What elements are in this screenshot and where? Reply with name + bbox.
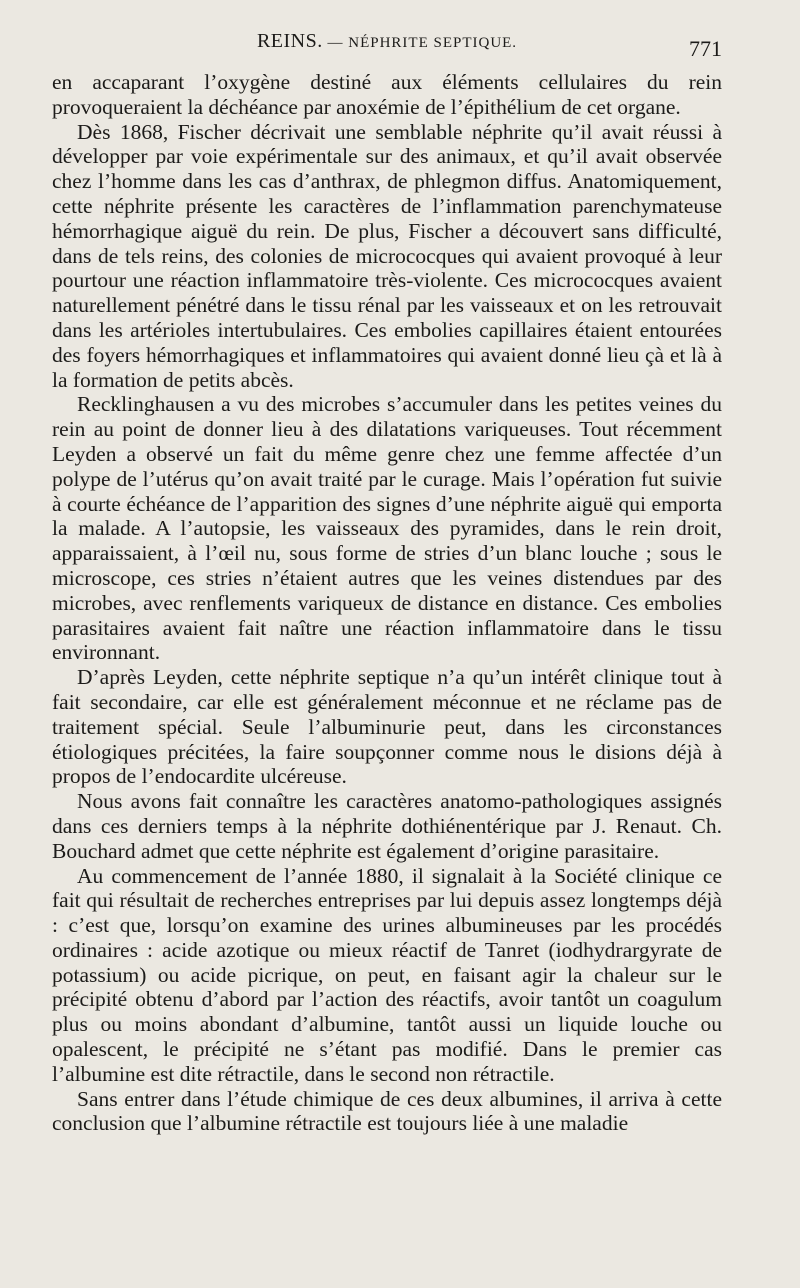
paragraph-recklinghausen: Recklinghausen a vu des microbes s’accumuler dans les petites veines du rein au point de donner lieu à des dilatations variqueuses. Tout récemment Leyden a observé un fait du même genre chez une femme affectée d’un polype de l’utérus qu’on avait traité par le curage. Mais l’opération fut suivie à courte échéance de l’apparition des signes d’une néphrite aiguë qui emporta la malade. A l’autopsie, les vaisseaux des pyramides, dans le rein droit, apparaissaient, à l’œil nu, sous forme de stries d’un blanc louche ; sous le microscope, ces stries n’étaient autres que les veines distendues par des microbes, avec renflements variqueux de distance en distance. Ces embolies parasitaires avaient fait naître une réaction inflammatoire dans le tissu environnant.: [52, 392, 722, 665]
page-number: 771: [689, 36, 722, 61]
running-header: [52, 30, 722, 66]
running-head-dash: —: [322, 35, 349, 51]
body-text: [52, 70, 722, 1136]
running-head-subtitle: NÉPHRITE SEPTIQUE.: [348, 35, 518, 51]
paragraph-fischer: Dès 1868, Fischer décrivait une semblable néphrite qu’il avait réussi à développer par voie expérimentale sur des animaux, et qu’il avait observée chez l’homme dans les cas d’anthrax, de phlegmon diffus. Anatomiquement, cette néphrite présente les caractères de l’inflammation parenchymateuse hémorrhagique aiguë du rein. De plus, Fischer a découvert sans difficulté, dans de tels reins, des colonies de micrococques qui avaient provoqué à leur pourtour une réaction inflammatoire très-violente. Ces micrococques avaient naturellement pénétré dans le tissu rénal par les vaisseaux et on les retrouvait dans les artérioles intertubulaires. Ces embolies capillaires étaient entourées des foyers hémorrhagiques et inflammatoires qui avaient donné lieu çà et là à la formation de petits abcès.: [52, 119, 722, 392]
paragraph-bouchard: Au commencement de l’année 1880, il signalait à la Société clinique ce fait qui résultait de recherches entreprises par lui depuis assez longtemps déjà : c’est que, lorsqu’on examine des urines albumineuses par les procédés ordinaires : acide azotique ou mieux réactif de Tanret (iodhydrargyrate de potassium) ou acide picrique, on peut, en faisant agir la chaleur sur le précipité obtenu d’abord par l’action des réactifs, avoir tantôt un coagulum plus ou moins abondant d’albumine, tantôt aussi un liquide louche ou opalescent, le précipité ne s’étant pas modifié. Dans le premier cas l’albumine est dite rétractile, dans le second non rétractile.: [52, 863, 722, 1086]
paragraph-continuation: en accaparant l’oxygène destiné aux éléments cellulaires du rein provoqueraient la déchéance par anoxémie de l’épithélium de cet organe.: [52, 70, 722, 119]
running-head-title: REINS.: [256, 30, 323, 52]
paragraph-leyden: D’après Leyden, cette néphrite septique n’a qu’un intérêt clinique tout à fait secondaire, car elle est généralement méconnue et ne réclame pas de traitement spécial. Seule l’albuminurie peut, dans les circonstances étiologiques précitées, la faire soupçonner comme nous le disions déjà à propos de l’endocardite ulcéreuse.: [52, 665, 722, 789]
running-head: [257, 30, 517, 53]
paragraph-conclusion: Sans entrer dans l’étude chimique de ces deux albumines, il arriva à cette conclusion que l’albumine rétractile est toujours liée à une maladie: [52, 1086, 722, 1136]
paragraph-renaut: Nous avons fait connaître les caractères anatomo-pathologiques assignés dans ces derniers temps à la néphrite dothiénentérique par J. Renaut. Ch. Bouchard admet que cette néphrite est également d’origine parasitaire.: [52, 789, 722, 863]
